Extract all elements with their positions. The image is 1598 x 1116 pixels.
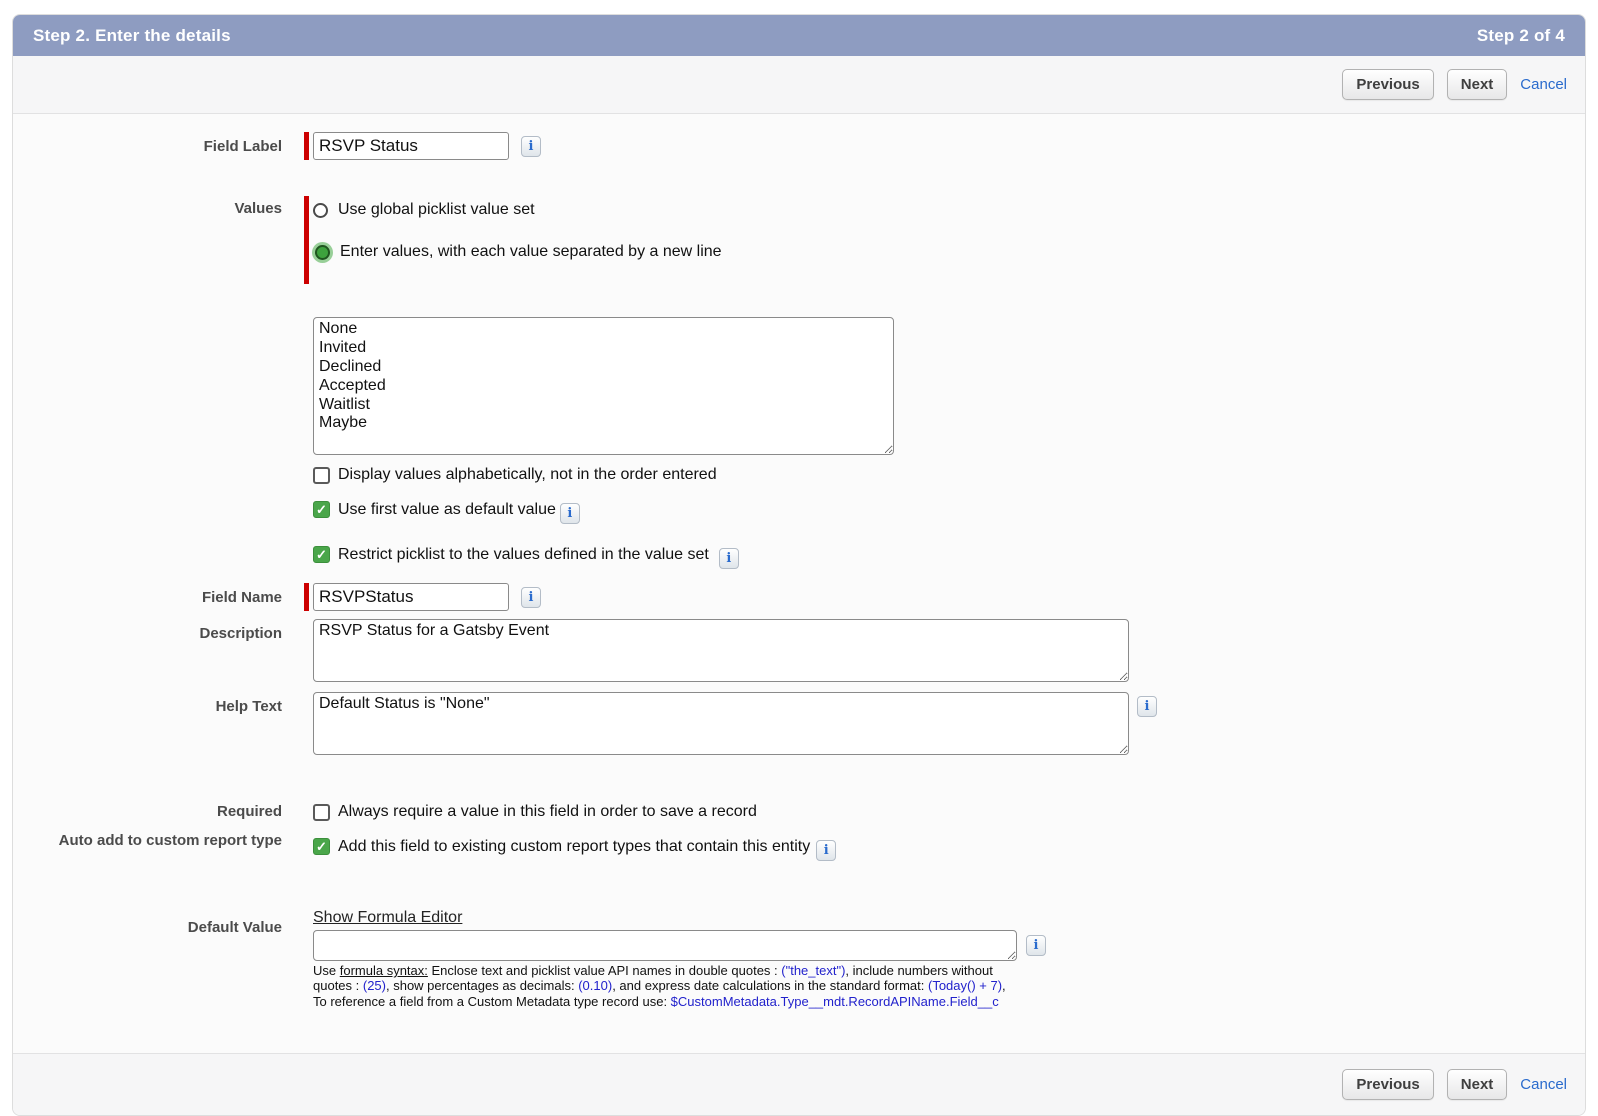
show-formula-editor-link[interactable]: Show Formula Editor xyxy=(313,909,463,926)
values-row xyxy=(13,196,1585,284)
checkbox-label: Use first value as default value xyxy=(338,500,556,518)
checkbox-label: Add this field to existing custom report types that contain this entity xyxy=(338,837,811,855)
required-bar xyxy=(304,132,309,160)
required-bar xyxy=(304,583,309,611)
bottom-toolbar xyxy=(13,1053,1585,1115)
checkbox-label: Display values alphabetically, not in the order entered xyxy=(338,466,717,483)
required-row xyxy=(13,803,1585,821)
field-label-row xyxy=(13,132,1585,160)
field-wizard-panel xyxy=(12,14,1586,1116)
next-button[interactable]: Next xyxy=(1447,69,1508,100)
page-title: Step 2. Enter the details xyxy=(33,25,231,45)
required-bar xyxy=(304,196,309,284)
help-text-row xyxy=(13,692,1585,755)
description-textarea[interactable] xyxy=(313,619,1129,682)
info-icon[interactable]: i xyxy=(560,503,580,524)
field-name-row xyxy=(13,583,1585,611)
info-icon[interactable]: i xyxy=(1137,696,1157,717)
radio-selected-icon[interactable] xyxy=(315,245,330,260)
checkbox-checked-icon[interactable]: ✓ xyxy=(313,838,330,855)
checkbox-label: Always require a value in this field in order to save a record xyxy=(338,803,757,820)
checkbox-label: Restrict picklist to the values defined in the value set xyxy=(338,545,709,563)
next-button[interactable]: Next xyxy=(1447,1069,1508,1100)
picklist-values-textarea[interactable] xyxy=(313,317,894,455)
checkbox-checked-icon[interactable]: ✓ xyxy=(313,501,330,518)
description-row xyxy=(13,619,1585,682)
info-icon[interactable]: i xyxy=(719,548,739,569)
top-toolbar xyxy=(13,56,1585,114)
radio-option-global-picklist[interactable] xyxy=(313,201,722,219)
info-icon[interactable]: i xyxy=(1026,935,1046,956)
info-icon[interactable]: i xyxy=(816,840,836,861)
radio-option-label: Use global picklist value set xyxy=(338,201,535,218)
step-indicator: Step 2 of 4 xyxy=(1476,25,1565,45)
default-value-row xyxy=(13,909,1585,1009)
first-value-default-checkbox-row xyxy=(13,495,1585,524)
field-label-input[interactable] xyxy=(313,132,509,160)
field-name-input[interactable] xyxy=(313,583,509,611)
wizard-header xyxy=(13,15,1585,56)
values-entry-row xyxy=(13,317,1585,455)
description-label: Description xyxy=(199,625,282,642)
default-value-textarea[interactable] xyxy=(313,930,1017,961)
values-label: Values xyxy=(234,200,282,217)
checkbox-checked-icon[interactable]: ✓ xyxy=(313,546,330,563)
auto-add-label: Auto add to custom report type xyxy=(58,832,282,849)
help-text-textarea[interactable] xyxy=(313,692,1129,755)
field-label-label: Field Label xyxy=(203,138,282,155)
checkbox-unchecked-icon[interactable] xyxy=(313,467,330,484)
checkbox-unchecked-icon[interactable] xyxy=(313,804,330,821)
restrict-picklist-checkbox-row xyxy=(13,540,1585,569)
form-body xyxy=(13,114,1585,1053)
radio-option-label: Enter values, with each value separated by a new line xyxy=(340,243,722,260)
formula-syntax-hint: Use formula syntax: Enclose text and picklist value API names in double quotes : ("the_text"), include numbers without quotes : (25), show percentages as decimals: (0.10), and express date calculations in the standard format: (Today() + 7), To reference a field from a Custom Metadata type record use: $CustomMetadata.Type__mdt.RecordAPIName.Field__c xyxy=(313,963,1006,1009)
help-text-label: Help Text xyxy=(215,698,282,715)
radio-icon[interactable] xyxy=(313,203,328,218)
cancel-link[interactable]: Cancel xyxy=(1520,76,1567,93)
required-label: Required xyxy=(216,803,282,820)
previous-button[interactable]: Previous xyxy=(1342,69,1433,100)
radio-option-enter-values[interactable] xyxy=(313,243,722,261)
info-icon[interactable]: i xyxy=(521,587,541,608)
previous-button[interactable]: Previous xyxy=(1342,1069,1433,1100)
info-icon[interactable]: i xyxy=(521,136,541,157)
alphabetical-checkbox-row xyxy=(13,466,1585,484)
auto-add-row xyxy=(13,832,1585,861)
field-name-label: Field Name xyxy=(201,589,282,606)
cancel-link[interactable]: Cancel xyxy=(1520,1075,1567,1093)
default-value-label: Default Value xyxy=(187,919,282,936)
